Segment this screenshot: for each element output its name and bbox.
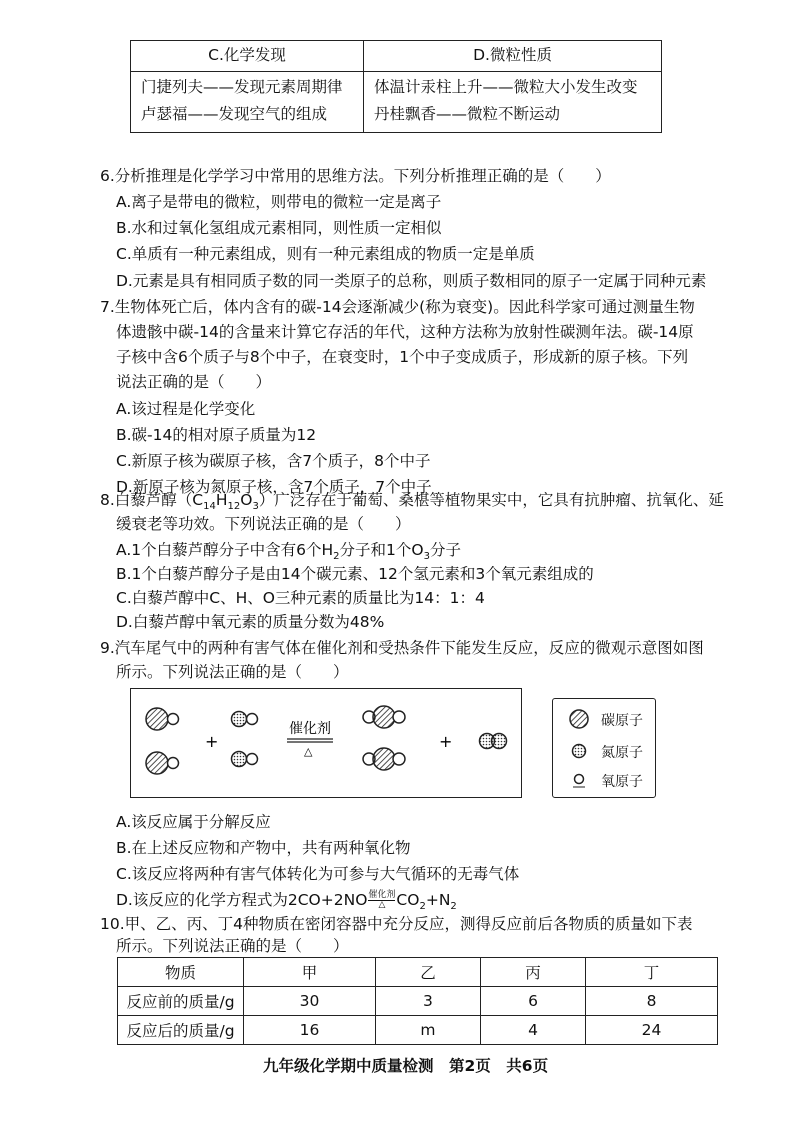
table-header: 丁: [586, 958, 718, 987]
q9-option-a: A.该反应属于分解反应: [116, 813, 271, 831]
table-cell: m: [375, 1016, 480, 1045]
table-header: 乙: [375, 958, 480, 987]
table-header: 丙: [480, 958, 585, 987]
equation-catalyst: 催化剂: [368, 890, 396, 900]
table-cell: 24: [586, 1016, 718, 1045]
question-6-stem: 6.分析推理是化学学习中常用的思维方法。下列分析推理正确的是（ ）: [100, 167, 611, 185]
question-9-stem: 9.汽车尾气中的两种有害气体在催化剂和受热条件下能发生反应，反应的微观示意图如图: [100, 639, 704, 657]
no-molecule: [232, 752, 258, 767]
option-c-line: 卢瑟福——发现空气的组成: [141, 105, 328, 123]
q8-option-c: C.白藜芦醇中C、H、O三种元素的质量比为14：1：4: [116, 589, 485, 607]
legend-icons: [559, 699, 599, 797]
table-cell: 6: [480, 987, 585, 1016]
question-7-stem: 说法正确的是（ ）: [116, 373, 272, 391]
question-8-stem: 缓衰老等功效。下列说法正确的是（ ）: [116, 515, 411, 533]
page-footer: 九年级化学期中质量检测 第2页 共6页: [263, 1057, 549, 1075]
table-header: 物质: [118, 958, 244, 987]
table-row: [118, 987, 718, 1016]
plus-sign: +: [205, 732, 219, 751]
q8-option-a: A.1个白藜芦醇分子中含有6个$H_2$分子和1个$O_3$分子: [116, 541, 461, 563]
no-molecule: [232, 712, 258, 727]
table-cell: 16: [244, 1016, 376, 1045]
q6-option-d: D.元素是具有相同质子数的同一类原子的总称，则质子数相同的原子一定属于同种元素: [116, 272, 707, 290]
table-header: 甲: [244, 958, 376, 987]
option-d-body: [364, 72, 662, 133]
question-7-stem: 体遗骸中碳-14的含量来计算它存活的年代，这种方法称为放射性碳测年法。碳-14原: [116, 323, 694, 341]
co2-molecule: [363, 706, 405, 728]
question-7-stem: 7.生物体死亡后，体内含有的碳-14会逐渐减少(称为衰变)。因此科学家可通过测量生物: [100, 298, 695, 316]
carbon-atom-icon: [570, 710, 588, 728]
q6-option-b: B.水和过氧化氢组成元素相同，则性质一定相似: [116, 219, 442, 237]
equation-heat: △: [378, 900, 386, 910]
co2-molecule: [363, 748, 405, 770]
q6-option-c: C.单质有一种元素组成，则有一种元素组成的物质一定是单质: [116, 245, 535, 263]
table-cell: 反应前的质量/g: [118, 987, 244, 1016]
co-molecule: [146, 708, 179, 730]
option-d-line: 体温计汞柱上升——微粒大小发生改变: [374, 78, 638, 96]
mass-table: [117, 957, 718, 1045]
legend-oxygen-label: 氧原子: [601, 774, 643, 790]
q7-option-a: A.该过程是化学变化: [116, 400, 256, 418]
q7-option-c: C.新原子核为碳原子核，含7个质子，8个中子: [116, 452, 431, 470]
oxygen-atom-icon: [575, 775, 584, 784]
q8-option-d: D.白藜芦醇中氧元素的质量分数为48%: [116, 613, 385, 631]
question-10-stem: 所示。下列说法正确的是（ ）: [116, 937, 349, 955]
q9-option-b: B.在上述反应物和产物中，共有两种氧化物: [116, 839, 411, 857]
question-10-stem: 10.甲、乙、丙、丁4种物质在密闭容器中充分反应，测得反应前后各物质的质量如下表: [100, 915, 693, 933]
q9-option-d: D.该反应的化学方程式为2CO+2NO 催化剂 △ $CO_2+N_2$: [116, 890, 457, 913]
plus-sign: +: [439, 732, 453, 751]
table-cell: 8: [586, 987, 718, 1016]
option-c-header: C.化学发现: [131, 41, 364, 72]
heat-symbol: △: [304, 745, 313, 758]
table-cell: 反应后的质量/g: [118, 1016, 244, 1045]
q6-option-a: A.离子是带电的微粒，则带电的微粒一定是离子: [116, 193, 442, 211]
q9-option-c: C.该反应将两种有害气体转化为可参与大气循环的无毒气体: [116, 865, 520, 883]
q7-option-b: B.碳-14的相对原子质量为12: [116, 426, 317, 444]
table-cell: 3: [375, 987, 480, 1016]
option-c-body: [131, 72, 364, 133]
reaction-molecules: [131, 689, 521, 797]
table-cell: 4: [480, 1016, 585, 1045]
catalyst-label: 催化剂: [289, 721, 331, 737]
question-7-stem: 子核中含6个质子与8个中子，在衰变时，1个中子变成质子，形成新的原子核。下列: [116, 348, 689, 366]
option-c-line: 门捷列夫——发现元素周期律: [141, 78, 343, 96]
options-table-c-d: [130, 40, 662, 133]
option-d-line: 丹桂飘香——微粒不断运动: [374, 105, 561, 123]
legend-nitrogen-label: 氮原子: [601, 745, 643, 761]
n2-molecule: [480, 734, 507, 749]
table-header-row: [118, 958, 718, 987]
option-d-header: D.微粒性质: [364, 41, 662, 72]
question-9-stem: 所示。下列说法正确的是（ ）: [116, 663, 349, 681]
q8-option-b: B.1个白藜芦醇分子是由14个碳元素、12个氢元素和3个氧元素组成的: [116, 565, 594, 583]
nitrogen-atom-icon: [573, 745, 586, 758]
atom-legend: [552, 698, 656, 798]
legend-carbon-label: 碳原子: [601, 713, 643, 729]
table-row: [118, 1016, 718, 1045]
co-molecule: [146, 752, 179, 774]
q7-option-d: D.新原子核为氮原子核，含7个质子，7个中子: [116, 478, 432, 496]
question-8-stem: 8.白藜芦醇$(C_{14}H_{12}O_3)$广泛存在于葡萄、桑椹等植物果实中，它具有抗肿瘤、抗氧化、延: [100, 491, 724, 513]
reaction-diagram: [130, 688, 522, 798]
table-cell: 30: [244, 987, 376, 1016]
